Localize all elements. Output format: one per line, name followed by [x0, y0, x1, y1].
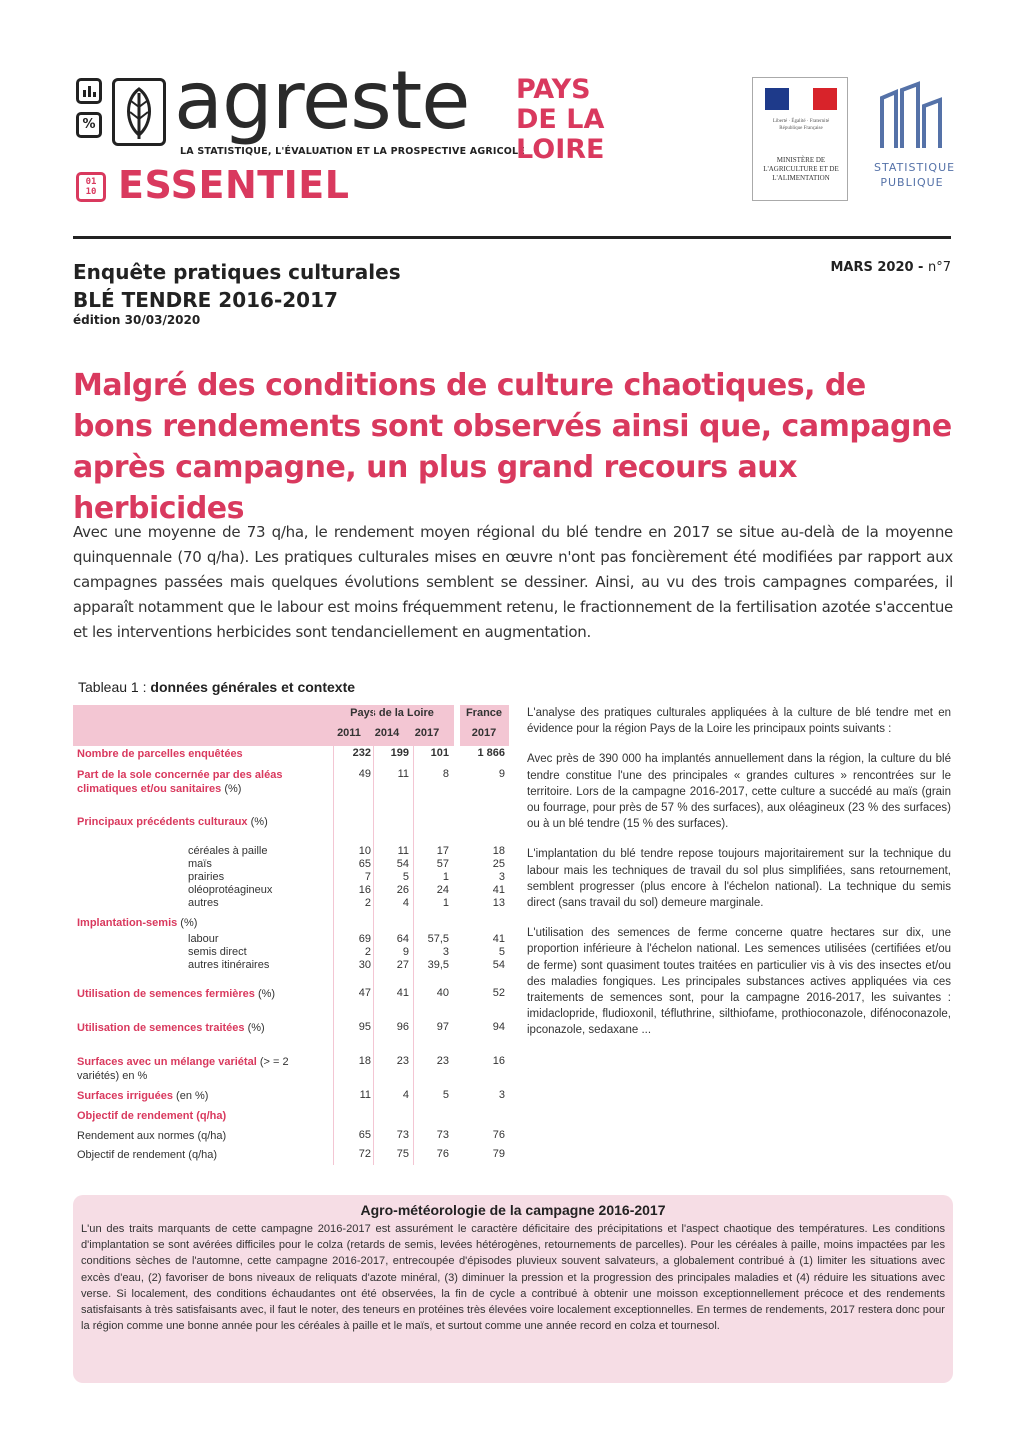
table-cell: 24: [436, 884, 449, 896]
header-year: 2014: [374, 727, 400, 739]
ministry-name: MINISTÈRE DE L'AGRICULTURE ET DE L'ALIMENTATION: [763, 156, 839, 182]
table-cell: 3: [442, 946, 449, 958]
table-row-label-text: Principaux précédents culturaux: [77, 816, 248, 828]
table-cell: 1 866: [477, 747, 505, 759]
table-cell: 41: [396, 987, 409, 999]
table-sub-row-label: oléoprotéagineux: [188, 884, 273, 896]
table-row-label-text: Utilisation de semences fermières: [77, 988, 255, 1000]
table-cell: 3: [498, 1089, 505, 1101]
agro-meteo-title: Agro-météorologie de la campagne 2016-2017: [360, 1202, 666, 1218]
table-cell: 41: [492, 884, 505, 896]
header-pays-de-la-loire: Pays de la Loire: [350, 707, 434, 719]
table-cell: 2: [364, 897, 371, 909]
table-cell: 10: [358, 845, 371, 857]
binary-icon: 01 10: [76, 172, 106, 202]
table-row-label: [77, 1129, 297, 1143]
table-cell: 9: [498, 768, 505, 780]
table-row-label: [77, 1021, 297, 1035]
table-cell: 76: [492, 1129, 505, 1141]
survey-title: [73, 258, 401, 314]
table-caption: [78, 679, 355, 695]
leaf-icon: [112, 78, 166, 146]
table-row-unit: (%): [244, 1022, 265, 1034]
statistique-building-icon: [874, 78, 950, 158]
agreste-side-icons: [76, 78, 106, 146]
agro-meteo-text: L'un des traits marquants de cette campagne 2016-2017 est assurément le caractère déficitaire des précipitations et l'aspect chaotique des températures. Les conditions d'implantation se sont avérées difficiles pour le colza (retards de semis, levées hétérogènes, retournements de parcelles). Pour les céréales à paille, moins impactées par les conditions sèches de l'automne, cette campagne 2016-2017, entrecoupée d'épisodes pluvieux souvent salvateurs, a globalement contribué à (1) limiter les situations avec excès d'eau, (2) favoriser de bons niveaux de reliquats d'azote minéral, (3) diminuer la pression et la progression des principales maladies et (4) réduire les situations avec verse. Si localement, des conditions échaudantes ont été observées, la fin de cycle a contribué à obtenir une moisson exceptionnellement précoce et des rendements satisfaisants à très satisfaisants avec, il faut le noter, des teneurs en protéines très élevées voire localement exceptionnelles. En termes de rendements, 2017 restera donc pour la région comme une bonne année pour les céréales à paille et le maïs, et surtout comme une année record en colza et tournesol.: [81, 1223, 945, 1333]
french-flag-icon: [765, 88, 837, 110]
header-year: 2017: [414, 727, 440, 739]
table-cell: 18: [358, 1055, 371, 1067]
table-sub-row-label: autres itinéraires: [188, 959, 270, 971]
table-sub-row-label: autres: [188, 897, 219, 909]
table-cell: 49: [358, 768, 371, 780]
table-sub-row-label: prairies: [188, 871, 225, 883]
table-cell: 16: [358, 884, 371, 896]
table-cell: 47: [358, 987, 371, 999]
survey-line2: BLÉ TENDRE 2016-2017: [73, 288, 338, 312]
table-row-unit: (%): [247, 816, 268, 828]
table-sub-row-label: maïs: [188, 858, 212, 870]
issue-number: n°7: [927, 260, 951, 275]
table-row-label: [77, 1089, 297, 1103]
table-cell: 11: [359, 1089, 371, 1101]
statistique-publique-logo: [874, 78, 956, 202]
table-row-label-text: Part de la sole concernée par des aléas climatiques et/ou sanitaires: [77, 769, 283, 795]
table-row-label-text: Surfaces irriguées: [77, 1090, 173, 1102]
table-cell: 27: [396, 959, 409, 971]
region-line: LOIRE: [516, 134, 605, 165]
analysis-text: [527, 705, 951, 1053]
table-cell: 39,5: [427, 959, 449, 971]
region-line: PAYS: [516, 74, 591, 105]
table-row-label-text: Nombre de parcelles enquêtées: [77, 748, 243, 760]
france-separator: [454, 705, 460, 1165]
table-cell: 7: [364, 871, 371, 883]
table-cell: 4: [402, 1089, 409, 1101]
table-cell: 30: [358, 959, 371, 971]
table-cell: 101: [430, 747, 449, 759]
table-row-unit: (en %): [173, 1090, 209, 1102]
table-row-unit: (%): [254, 988, 276, 1000]
table-cell: 23: [436, 1055, 449, 1067]
bar-chart-icon: [76, 78, 102, 104]
table-cell: 1: [442, 897, 449, 909]
publication-month: MARS 2020 -: [830, 260, 924, 275]
table-caption-prefix: Tableau 1 :: [78, 679, 151, 695]
table-cell: 4: [402, 897, 409, 909]
table-row-label-text: Surfaces avec un mélange variétal: [77, 1056, 257, 1068]
table-cell: 9: [402, 946, 409, 958]
table-cell: 76: [436, 1148, 449, 1160]
table-cell: 17: [436, 845, 449, 857]
table-caption-title: données générales et contexte: [150, 679, 356, 695]
statistique-publique-text: [874, 160, 956, 190]
table-cell: 41: [492, 933, 505, 945]
analysis-paragraph: L'analyse des pratiques culturales appliquées à la culture de blé tendre met en évidence pour la région Pays de la Loire les principaux points suivants :: [527, 707, 951, 736]
stat-line: PUBLIQUE: [880, 176, 944, 189]
table-cell: 26: [396, 884, 409, 896]
headline: Malgré des conditions de culture chaotiques, de bons rendements sont observés ainsi que, campagne après campagne, un plus grand recours aux herbicides: [73, 368, 952, 526]
table-cell: 65: [358, 858, 371, 870]
table-cell: 13: [492, 897, 505, 909]
edition-date: édition 30/03/2020: [73, 313, 201, 327]
table-row-label: [77, 987, 297, 1001]
table-cell: 2: [364, 946, 371, 958]
table-cell: 69: [358, 933, 371, 945]
region-line: DE LA: [516, 104, 605, 135]
table-row-label: [77, 1055, 297, 1083]
header-divider: [73, 236, 951, 239]
table-cell: 1: [442, 871, 449, 883]
table-sub-row-label: céréales à paille: [188, 845, 268, 857]
header-year: 2017: [471, 727, 497, 739]
table-sub-row-label: labour: [188, 933, 219, 945]
table-cell: 94: [492, 1021, 505, 1033]
table-row-label-text: Objectif de rendement (q/ha): [77, 1149, 218, 1161]
table-cell: 52: [492, 987, 505, 999]
table-cell: 73: [436, 1129, 449, 1141]
table-row-unit: (%): [177, 917, 198, 929]
table-cell: 54: [396, 858, 409, 870]
table-cell: 64: [396, 933, 409, 945]
header-year: 2011: [337, 727, 361, 739]
table-cell: 23: [396, 1055, 409, 1067]
table-row-label: [77, 1148, 297, 1162]
column-divider: [333, 705, 334, 1165]
analysis-paragraph: L'utilisation des semences de ferme concerne quatre hectares sur dix, une proportion inférieure à l'échelon national. Les semences utilisées (certifiées et/ou de ferme) sont quasiment toutes traitées en particulier vis à vis des insectes et/ou des maladies fongiques. Les principales substances actives appliquées via ces traitements de semences sont, pour la campagne 2016-2017, les suivantes : imidaclopride, fludioxonil, téfluthrine, silthiofame, prothioconazole, difénoconazole, ipconazole, sedaxane ...: [527, 927, 951, 1037]
percent-icon: %: [76, 112, 102, 138]
agro-meteo-box: [73, 1195, 953, 1383]
table-cell: 199: [390, 747, 409, 759]
table-cell: 11: [397, 768, 409, 780]
publication-date: [830, 260, 951, 275]
table-cell: 57: [436, 858, 449, 870]
table-cell: 11: [397, 845, 409, 857]
table-cell: 5: [498, 946, 505, 958]
table-cell: 5: [442, 1089, 449, 1101]
table-cell: 25: [492, 858, 505, 870]
table-cell: 40: [436, 987, 449, 999]
table-row-label: [77, 1109, 297, 1123]
table-cell: 96: [396, 1021, 409, 1033]
table-row-label-text: Implantation-semis: [77, 917, 178, 929]
data-table: [73, 705, 509, 1165]
table-cell: 18: [492, 845, 505, 857]
table-cell: 54: [492, 959, 505, 971]
table-cell: 97: [436, 1021, 449, 1033]
analysis-paragraph: Avec près de 390 000 ha implantés annuellement dans la région, la culture du blé tendre constitue l'une des principales « grandes cultures » rencontrées sur le territoire. Lors de la campagne 2016-2017, cette culture a succédé au maïs (grain ou fourrage, pour près de 57 % des surfaces), aux oléagineux (23 % des surfaces) ou à un blé tendre (15 % des surfaces).: [527, 753, 951, 831]
table-row-label: [77, 747, 297, 761]
table-row-label-text: Rendement aux normes (q/ha): [77, 1130, 227, 1142]
survey-line1: Enquête pratiques culturales: [73, 260, 401, 284]
table-row-label: [77, 916, 297, 930]
table-row-label: [77, 768, 297, 796]
table-cell: 5: [402, 871, 409, 883]
table-row-unit: (%): [221, 783, 242, 795]
table-cell: 79: [492, 1148, 505, 1160]
table-row-label-text: Objectif de rendement (q/ha): [77, 1110, 227, 1122]
table-cell: 72: [358, 1148, 371, 1160]
intro-paragraph: Avec une moyenne de 73 q/ha, le rendement moyen régional du blé tendre en 2017 se situe au-delà de la moyenne quinquennale (70 q/ha). Les pratiques culturales mises en œuvre n'ont pas foncièrement été modifiées par rapport aux campagnes passées mais quelques évolutions semblent se dessiner. Ainsi, au vu des trois campagnes comparées, il apparaît notamment que le labour est moins fréquemment retenu, le fractionnement de la fertilisation azotée s'accentue et les interventions herbicides sont tendanciellement en augmentation.: [73, 523, 953, 641]
table-sub-row-label: semis direct: [188, 946, 247, 958]
table-row-label-text: Utilisation de semences traitées: [77, 1022, 245, 1034]
ministry-motto: Liberté · Égalité · Fraternité République Française: [772, 119, 830, 131]
stat-line: STATISTIQUE: [874, 161, 956, 174]
table-cell: 232: [352, 747, 371, 759]
table-cell: 57,5: [427, 933, 449, 945]
region-name: [516, 75, 604, 165]
table-cell: 95: [358, 1021, 371, 1033]
table-cell: 75: [396, 1148, 409, 1160]
table-cell: 8: [442, 768, 449, 780]
table-cell: 3: [498, 871, 505, 883]
table-row-unit: (> = 2 variétés) en %: [77, 1056, 289, 1082]
table-row-label: [77, 815, 297, 829]
header-france: France: [465, 707, 503, 719]
agreste-tagline: LA STATISTIQUE, L'ÉVALUATION ET LA PROSPECTIVE AGRICOLE: [180, 146, 525, 157]
table-cell: 16: [492, 1055, 505, 1067]
ministry-logo: [752, 77, 848, 201]
essentiel-label: ESSENTIEL: [118, 163, 350, 207]
analysis-paragraph: L'implantation du blé tendre repose toujours majoritairement sur la technique du labour mais les techniques de travail du sol plus simplifiées, sans retournement, semblent progresser (plus encore à l'échelon national). La technique du semis direct (sans travail du sol) demeure marginale.: [527, 848, 951, 910]
table-cell: 65: [358, 1129, 371, 1141]
agreste-logo-text: agreste: [174, 54, 470, 147]
table-cell: 73: [396, 1129, 409, 1141]
